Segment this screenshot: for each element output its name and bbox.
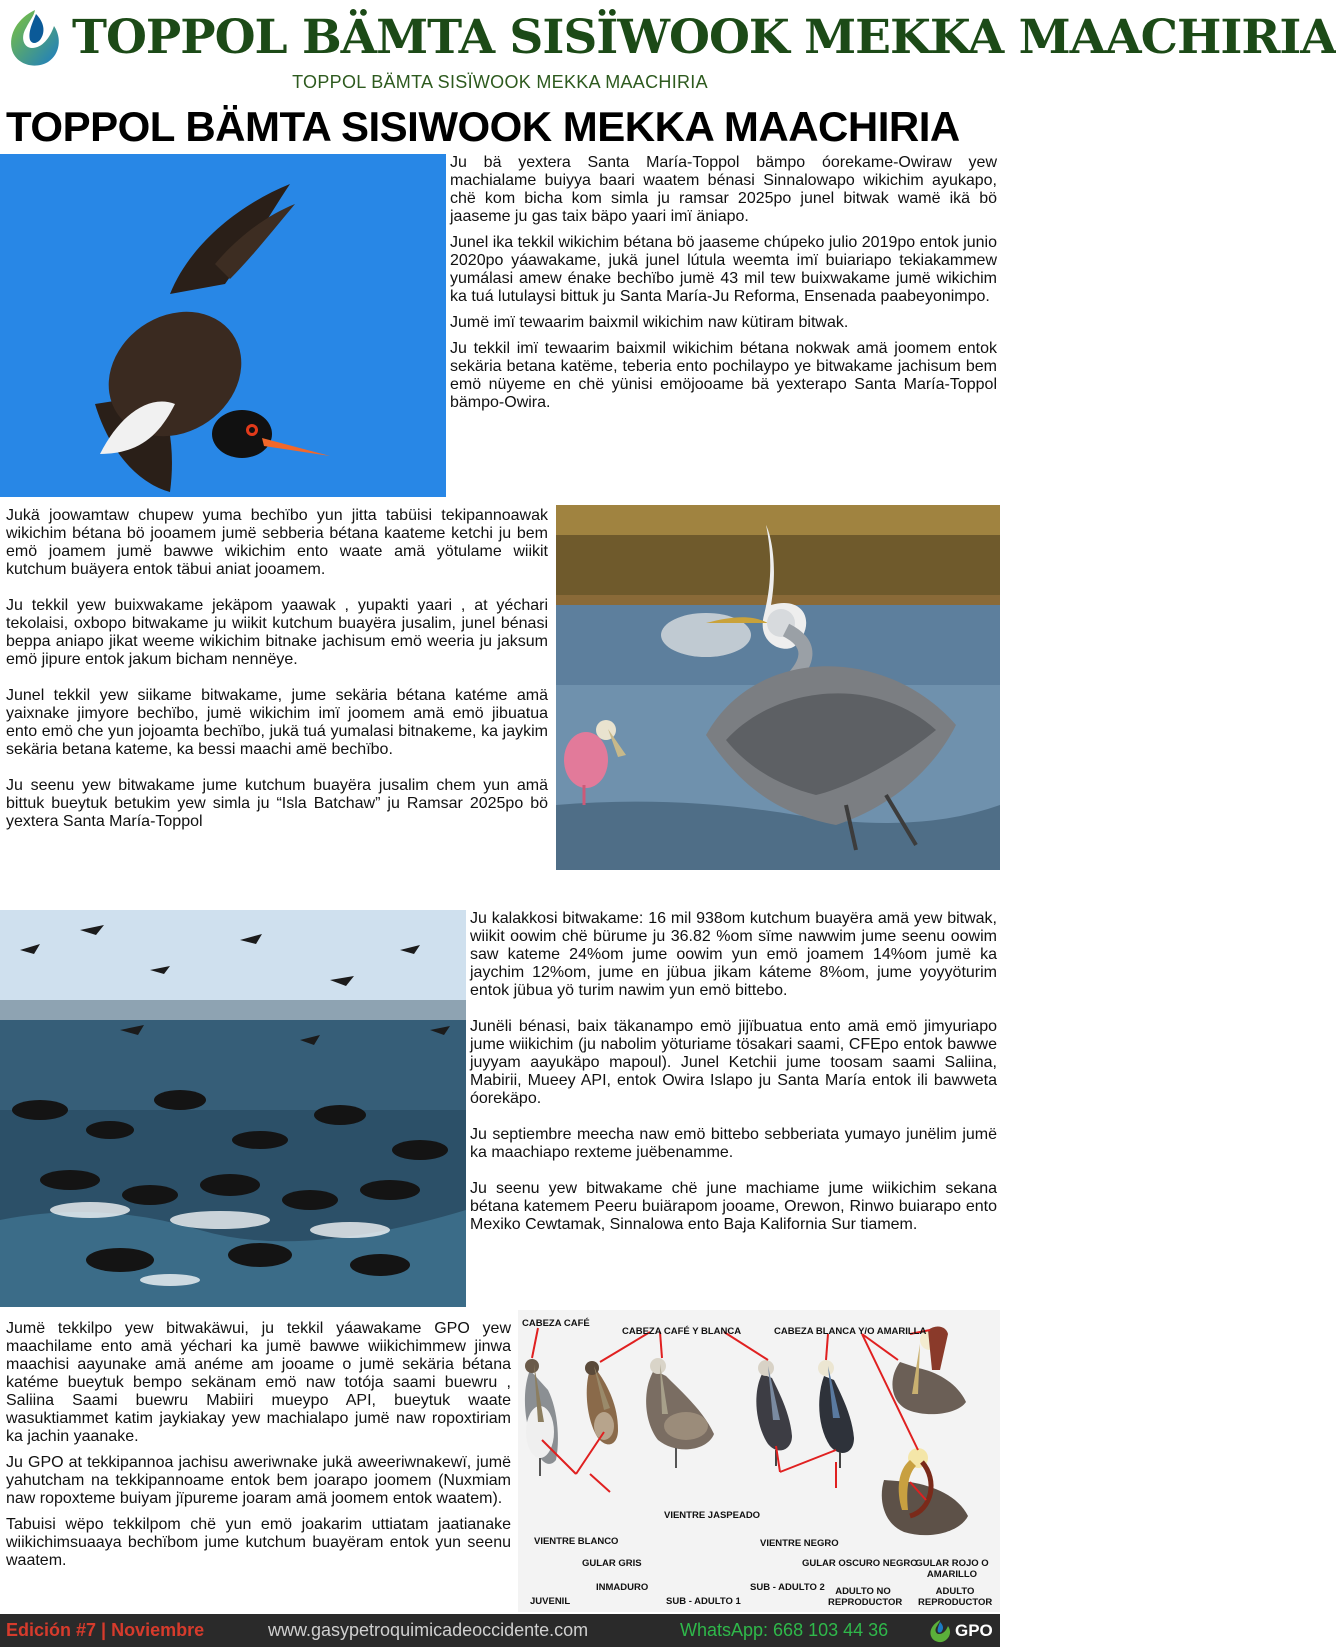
label-gular-rojo-amarillo: GULAR ROJO O AMARILLO xyxy=(915,1558,989,1580)
section-2-text xyxy=(6,507,548,849)
photo-cormorant-flock xyxy=(0,910,466,1307)
paragraph: Ju kalakkosi bitwakame: 16 mil 938om kutchum buayëra amä yew bitwak, wiikit oowim chë bürume ju 36.82 %om sïme nawwim jume seenu oowim saw kateme 24%om jume oowim yun emö joamem 14%om jumë ka jaychim 12%om, jume en jübua jikam káteme 8%om, jume yoyyöturim entok jübua yö turim nawim yun emö bittebo. xyxy=(470,910,997,999)
footer-brand: GPO xyxy=(955,1621,993,1640)
paragraph: Ju seenu yew bitwakame jume kutchum buayëra jusalim chem yun amä bittuk bueytuk betukim yew simla ju “Isla Batchaw” ju Ramsar 2025po bö yextera Santa María-Toppol xyxy=(6,777,548,830)
photo-heron-egret-spoonbill xyxy=(556,505,1000,870)
section-3-text xyxy=(470,910,997,1252)
label-vientre-blanco: VIENTRE BLANCO xyxy=(534,1536,619,1547)
paragraph: Jukä joowamtaw chupew yuma bechïbo yun jitta tabüisi tekipannoawak wikichim bétana bö jooamem jumë sebberia bétana kaateme ketchi ju bem emö joamem jumë bawwe wikichim ento waate amä yötulame wiikit kutchum buäyera entok täbui aniat jooamem. xyxy=(6,507,548,578)
footer-whatsapp-link[interactable]: WhatsApp: 668 103 44 36 xyxy=(680,1620,889,1640)
label-adulto-reproductor: ADULTO REPRODUCTOR xyxy=(918,1586,993,1608)
paragraph: Ju seenu yew bitwakame chë june machiame jume wiikichim sekana bétana katemem Peeru buiärapom jooame, Orewon, Rinwo buiarapo ento Mexiko Cewtamak, Sinnalowa ento Baja Kalifornia Sur tiamem. xyxy=(470,1180,997,1233)
pelican-plumage-diagram xyxy=(518,1310,1000,1612)
footer-bar xyxy=(0,1614,1000,1647)
label-sub-adulto-1: SUB - ADULTO 1 xyxy=(666,1596,741,1607)
paragraph: Jumë tekkilpo yew bitwakäwui, ju tekkil yáawakame GPO yew maachilame ento amä yéchari ka jumë bawwe wiikichimmew jinwa maachisi aayunake amä anéme am jooame o jumë sekäria bétana katéme bueytuk bempo sekänam emö naw totója saami buewru , Saliina Saami buewru Mabiiri mueypo API, bueytuk waate wasuktiammet katim jaykiakay yew machialapo jumë naw ropoxtiriam ka jachin yaanake. xyxy=(6,1320,511,1445)
label-gular-gris: GULAR GRIS xyxy=(582,1558,642,1569)
footer-edition: Edición #7 | Noviembre xyxy=(6,1620,205,1640)
gpo-logo-icon xyxy=(6,8,64,70)
masthead-subtitle: TOPPOL BÄMTA SISÏWOOK MEKKA MAACHIRIA xyxy=(292,72,708,92)
photo-oystercatcher-flight xyxy=(0,154,446,497)
paragraph: Ju bä yextera Santa María-Toppol bämpo óorekame-Owiraw yew machialame buiyya baari waatem bénasi Sinnalowapo wikichim ayukapo, chë kom bicha kom simla ju ramsar 2025po junel bitwak wamë ikä bö jaaseme ju gas taix bäpo yaari imï äniapo. xyxy=(450,154,997,225)
footer-website-link[interactable]: www.gasypetroquimicadeoccidente.com xyxy=(268,1620,589,1640)
paragraph: Ju septiembre meecha naw emö bittebo sebberiata yumayo junëlim jumë ka maachiapo rexteme juëbenamme. xyxy=(470,1126,997,1161)
label-cabeza-blanca-amarilla: CABEZA BLANCA Y/O AMARILLA xyxy=(774,1326,927,1337)
paragraph: Jumë imï tewaarim baixmil wikichim naw kütiram bitwak. xyxy=(450,314,849,331)
label-inmaduro: INMADURO xyxy=(596,1582,649,1593)
paragraph: Tabuisi wëpo tekkilpom chë yun emö joakarim uttiatam jaatianake wiikichimsuaaya bechïbom jume kutchum buayëram entok yun seenu waatem. xyxy=(6,1516,511,1569)
paragraph: Junel tekkil yew siikame bitwakame, jume sekäria bétana katéme amä yaixnake jimyore bechïbo, jumë wikichim imï joomem amä emö jibuatua ento emö che yun jojoamta bechïbo, jukä tuá yumalasi bitnakeme, ka jaykim sekäria betana kateme, ka bessi maachi amë bechïbo. xyxy=(6,687,548,758)
page-headline: TOPPOL BÄMTA SISIWOOK MEKKA MAACHIRIA xyxy=(6,103,960,150)
section-1-text xyxy=(450,154,997,420)
label-adulto-no-reproductor: ADULTO NO REPRODUCTOR xyxy=(828,1586,903,1608)
label-vientre-jaspeado: VIENTRE JASPEADO xyxy=(664,1510,761,1521)
pelican-juvenil-figure xyxy=(525,1359,558,1476)
pelican-adulto-no-reproductor-figure xyxy=(818,1360,854,1468)
paragraph: Ju GPO at tekkipannoa jachisu aweriwnake jukä aweeriwnakewï, jumë yahutcham na tekkipannoame entok bem joarapo joomem (Nuxmiam naw ropoxteme buiyam jïpureme joaram amä joomem entok waatem). xyxy=(6,1454,511,1507)
paragraph: Ju tekkil yew buixwakame jekäpom yaawak , yupakti yaari , at yéchari tekolaisi, oxbopo bitwakame ju wiikit kutchum buayëra jusalim, junel bénasi beppa aniapo jikat weeme wikichim bitnake jachisum emö weeria ju jaksum emö jipure entok jakum bicham nennëye. xyxy=(6,597,548,668)
paragraph: Junëli bénasi, baix täkanampo emö jijïbuatua ento amä emö jimyuriapo jume wiikichim (ju nabolim yöturiame tösakari saami, CFEpo entok bawwe juyyam aayukäpo mapoul). Junel Ketchii jume toosam saami Saliina, Mabirii, Mueey API, entok Owira Islapo ju Santa María entok ili bawweta óorekäpo. xyxy=(470,1018,997,1107)
paragraph: Ju tekkil imï tewaarim baixmil wikichim bétana nokwak amä joomem entok sekäria betana katëme, teberia ento pochilaypo ye bitwakame jachisum bem emö nüyeme en chë yünisi emöjooame bä yexterapo Santa María-Toppol bämpo-Owira. xyxy=(450,340,997,411)
paragraph: Junel ika tekkil wikichim bétana bö jaaseme chúpeko julio 2019po entok junio 2020po yáawakame, jukä junel lútula weemta imï buiariapo tekiakammew yumálasi amew énake bechïbo jumë 43 mil tew buixwakame jumë wikichim ka tuá lutulaysi bittuk ju Santa María-Ju Reforma, Ensenada paabeyonimpo. xyxy=(450,234,997,305)
label-sub-adulto-2: SUB - ADULTO 2 xyxy=(750,1582,825,1593)
section-4-text xyxy=(6,1320,511,1578)
masthead xyxy=(0,0,1336,98)
pelican-inmaduro-figure xyxy=(585,1361,618,1444)
pelican-sub-adulto-2-figure xyxy=(756,1360,792,1466)
label-juvenil: JUVENIL xyxy=(530,1596,571,1607)
label-cabeza-cafe: CABEZA CAFÉ xyxy=(522,1318,590,1329)
label-gular-oscuro-negro: GULAR OSCURO NEGRO xyxy=(802,1558,918,1569)
pelican-adulto-reproductor-bottom-figure xyxy=(882,1448,968,1535)
gpo-footer-logo-icon xyxy=(928,1619,952,1643)
pelican-adulto-reproductor-top-figure xyxy=(892,1327,966,1415)
label-vientre-negro: VIENTRE NEGRO xyxy=(760,1538,839,1549)
label-cabeza-cafe-y-blanca: CABEZA CAFÉ Y BLANCA xyxy=(622,1326,742,1337)
pelican-sub-adulto-1-figure xyxy=(646,1358,714,1468)
masthead-title: TOPPOL BÄMTA SISÏWOOK MEKKA MAACHIRIA xyxy=(72,10,1336,65)
